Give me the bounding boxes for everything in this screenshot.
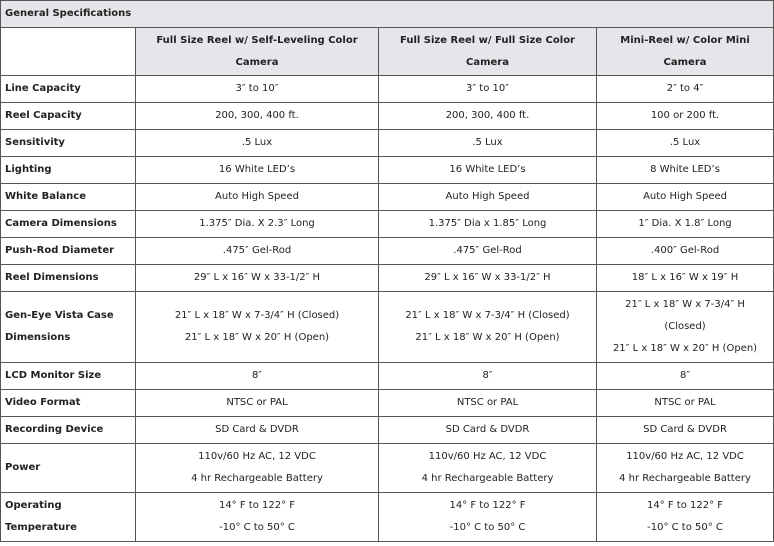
spec-value: 1″ Dia. X 1.8″ Long — [638, 218, 732, 229]
spec-value: Auto High Speed — [643, 191, 727, 202]
spec-cell — [379, 130, 597, 157]
spec-cell — [136, 130, 379, 157]
spec-cell — [136, 493, 379, 542]
spec-value: 200, 300, 400 ft. — [445, 110, 530, 121]
spec-cell — [379, 493, 597, 542]
spec-value: 4 hr Rechargeable Battery — [191, 473, 323, 484]
spec-cell — [379, 211, 597, 238]
spec-cell — [597, 238, 774, 265]
spec-cell — [597, 493, 774, 542]
row-label: Sensitivity — [1, 130, 136, 157]
row-label: Push-Rod Diameter — [1, 238, 136, 265]
spec-cell — [379, 157, 597, 184]
spec-value: 4 hr Rechargeable Battery — [421, 473, 554, 484]
spec-value: 8 White LED’s — [650, 164, 720, 175]
spec-value: SD Card & DVDR — [445, 424, 530, 435]
spec-cell — [597, 292, 774, 363]
row-label: Lighting — [1, 157, 136, 184]
spec-value: 21″ L x 18″ W x 7-3/4″ H (Closed) — [174, 310, 340, 321]
spec-cell — [597, 76, 774, 103]
spec-value: 1.375″ Dia. X 2.3″ Long — [199, 218, 315, 229]
spec-value: 1.375″ Dia x 1.85″ Long — [428, 218, 547, 229]
row-label: Power — [1, 444, 136, 493]
spec-cell — [597, 390, 774, 417]
spec-value: SD Card & DVDR — [215, 424, 299, 435]
spec-cell — [136, 444, 379, 493]
spec-cell — [136, 265, 379, 292]
spec-cell — [379, 265, 597, 292]
spec-cell — [597, 211, 774, 238]
spec-value: .5 Lux — [241, 137, 273, 148]
spec-value: .400″ Gel-Rod — [650, 245, 720, 256]
spec-value: 2″ to 4″ — [666, 83, 704, 94]
spec-cell — [597, 103, 774, 130]
spec-cell — [379, 390, 597, 417]
spec-value: 21″ L x 18″ W x 20″ H (Open) — [415, 332, 560, 343]
table-row — [1, 444, 774, 493]
spec-cell — [597, 184, 774, 211]
table-row — [1, 493, 774, 542]
spec-value: 21″ L x 18″ W x 7-3/4″ H — [625, 299, 745, 310]
row-label: LCD Monitor Size — [1, 363, 136, 390]
spec-cell — [597, 363, 774, 390]
spec-cell — [379, 184, 597, 211]
spec-value: .5 Lux — [669, 137, 701, 148]
spec-value: -10° C to 50° C — [449, 522, 526, 533]
spec-value: 21″ L x 18″ W x 20″ H (Open) — [184, 332, 330, 343]
spec-value: Auto High Speed — [215, 191, 299, 202]
table-row — [1, 184, 774, 211]
spec-cell — [136, 76, 379, 103]
spec-value: 8″ — [679, 370, 691, 381]
table-row — [1, 417, 774, 444]
spec-value: 29″ L x 16″ W x 33-1/2″ H — [424, 272, 551, 283]
row-label: Recording Device — [1, 417, 136, 444]
spec-cell — [379, 444, 597, 493]
spec-cell — [379, 76, 597, 103]
spec-value: 3″ to 10″ — [466, 83, 509, 94]
spec-value: 200, 300, 400 ft. — [215, 110, 299, 121]
row-label: Line Capacity — [1, 76, 136, 103]
spec-value: 110v/60 Hz AC, 12 VDC — [198, 451, 316, 462]
spec-value: 14° F to 122° F — [449, 500, 526, 511]
spec-value: -10° C to 50° C — [219, 522, 295, 533]
spec-cell — [379, 292, 597, 363]
table-row — [1, 363, 774, 390]
spec-cell — [379, 103, 597, 130]
column-header: Full Size Reel w/ Self-Leveling Color Camera — [136, 28, 379, 76]
spec-value: 16 White LED’s — [449, 164, 526, 175]
spec-cell — [597, 130, 774, 157]
spec-value: Auto High Speed — [445, 191, 530, 202]
table-row — [1, 103, 774, 130]
spec-cell — [597, 417, 774, 444]
table-row — [1, 76, 774, 103]
table-row — [1, 265, 774, 292]
spec-cell — [379, 417, 597, 444]
row-label: Gen-Eye Vista Case Dimensions — [1, 292, 136, 363]
spec-value: NTSC or PAL — [226, 397, 288, 408]
spec-cell — [136, 417, 379, 444]
spec-cell — [136, 211, 379, 238]
spec-cell — [379, 238, 597, 265]
row-label: Operating Temperature — [1, 493, 136, 542]
spec-cell — [136, 103, 379, 130]
spec-cell — [597, 444, 774, 493]
spec-cell — [136, 292, 379, 363]
spec-value: 8″ — [482, 370, 493, 381]
spec-cell — [136, 184, 379, 211]
spec-cell — [136, 157, 379, 184]
spec-value: 14° F to 122° F — [218, 500, 296, 511]
spec-cell — [597, 265, 774, 292]
spec-cell — [136, 238, 379, 265]
spec-value: NTSC or PAL — [456, 397, 519, 408]
spec-value: 4 hr Rechargeable Battery — [619, 473, 751, 484]
spec-cell — [379, 363, 597, 390]
spec-value: 21″ L x 18″ W x 7-3/4″ H (Closed) — [405, 310, 570, 321]
table-title: General Specifications — [1, 1, 774, 28]
row-label: Camera Dimensions — [1, 211, 136, 238]
table-row — [1, 390, 774, 417]
column-header: Full Size Reel w/ Full Size Color Camera — [379, 28, 597, 76]
spec-value: 100 or 200 ft. — [650, 110, 720, 121]
spec-value: NTSC or PAL — [654, 397, 716, 408]
spec-value: 8″ — [251, 370, 263, 381]
spec-value: 16 White LED’s — [218, 164, 296, 175]
spec-value: 3″ to 10″ — [235, 83, 279, 94]
spec-value: 29″ L x 16″ W x 33-1/2″ H — [193, 272, 321, 283]
column-header: Mini-Reel w/ Color Mini Camera — [597, 28, 774, 76]
spec-value: 18″ L x 16″ W x 19″ H — [631, 272, 739, 283]
spec-value: 14° F to 122° F — [646, 500, 724, 511]
table-row — [1, 157, 774, 184]
spec-value: .475″ Gel-Rod — [222, 245, 292, 256]
spec-value: .5 Lux — [472, 137, 503, 148]
spec-value: -10° C to 50° C — [647, 522, 723, 533]
spec-value: (Closed) — [664, 321, 706, 332]
spec-value: 110v/60 Hz AC, 12 VDC — [428, 451, 547, 462]
row-label: White Balance — [1, 184, 136, 211]
table-row — [1, 211, 774, 238]
spec-cell — [136, 363, 379, 390]
spec-cell — [597, 157, 774, 184]
spec-value: SD Card & DVDR — [643, 424, 727, 435]
spec-value: .475″ Gel-Rod — [453, 245, 522, 256]
table-row — [1, 292, 774, 363]
row-label: Reel Capacity — [1, 103, 136, 130]
row-label: Reel Dimensions — [1, 265, 136, 292]
table-row — [1, 130, 774, 157]
spec-value: 110v/60 Hz AC, 12 VDC — [626, 451, 744, 462]
spec-cell — [136, 390, 379, 417]
table-body — [1, 76, 774, 542]
spec-value: 21″ L x 18″ W x 20″ H (Open) — [612, 343, 758, 354]
table-row — [1, 238, 774, 265]
corner-cell — [1, 28, 136, 76]
row-label: Video Format — [1, 390, 136, 417]
